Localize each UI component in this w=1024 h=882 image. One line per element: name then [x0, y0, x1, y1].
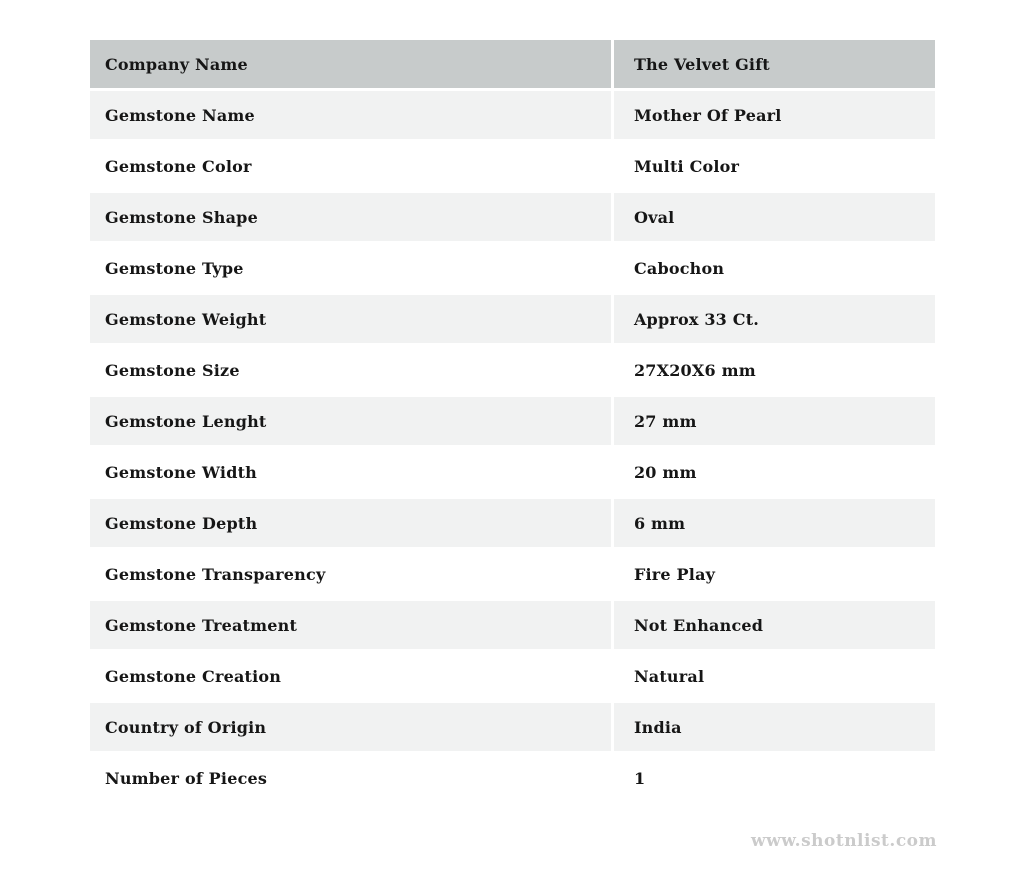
table-row: [90, 448, 935, 496]
spec-value: Approx 33 Ct.: [614, 295, 935, 343]
spec-value: Mother Of Pearl: [614, 91, 935, 139]
spec-value: 1: [614, 754, 935, 802]
spec-value: Not Enhanced: [614, 601, 935, 649]
table-row: [90, 40, 935, 88]
spec-value: The Velvet Gift: [614, 40, 935, 88]
watermark-text: www.shotnlist.com: [750, 831, 937, 851]
spec-label: Gemstone Width: [90, 448, 611, 496]
table-row: [90, 142, 935, 190]
spec-label: Gemstone Type: [90, 244, 611, 292]
gemstone-spec-table-container: [87, 37, 938, 805]
spec-value: Cabochon: [614, 244, 935, 292]
table-row: [90, 91, 935, 139]
spec-value: 27X20X6 mm: [614, 346, 935, 394]
table-row: [90, 346, 935, 394]
spec-value: 27 mm: [614, 397, 935, 445]
spec-label: Gemstone Creation: [90, 652, 611, 700]
spec-label: Number of Pieces: [90, 754, 611, 802]
spec-value: Multi Color: [614, 142, 935, 190]
spec-label: Gemstone Depth: [90, 499, 611, 547]
table-row: [90, 397, 935, 445]
spec-label: Gemstone Lenght: [90, 397, 611, 445]
table-row: [90, 193, 935, 241]
spec-label: Gemstone Color: [90, 142, 611, 190]
table-row: [90, 244, 935, 292]
table-row: [90, 703, 935, 751]
table-row: [90, 754, 935, 802]
spec-label: Gemstone Treatment: [90, 601, 611, 649]
spec-label: Gemstone Weight: [90, 295, 611, 343]
spec-value: Natural: [614, 652, 935, 700]
spec-label: Gemstone Name: [90, 91, 611, 139]
spec-label: Company Name: [90, 40, 611, 88]
table-row: [90, 499, 935, 547]
spec-value: Oval: [614, 193, 935, 241]
table-row: [90, 601, 935, 649]
table-row: [90, 550, 935, 598]
gemstone-spec-table: [87, 37, 938, 805]
spec-label: Gemstone Transparency: [90, 550, 611, 598]
table-row: [90, 295, 935, 343]
spec-value: 6 mm: [614, 499, 935, 547]
spec-label: Gemstone Shape: [90, 193, 611, 241]
spec-value: India: [614, 703, 935, 751]
spec-value: Fire Play: [614, 550, 935, 598]
table-row: [90, 652, 935, 700]
spec-label: Country of Origin: [90, 703, 611, 751]
spec-label: Gemstone Size: [90, 346, 611, 394]
spec-value: 20 mm: [614, 448, 935, 496]
